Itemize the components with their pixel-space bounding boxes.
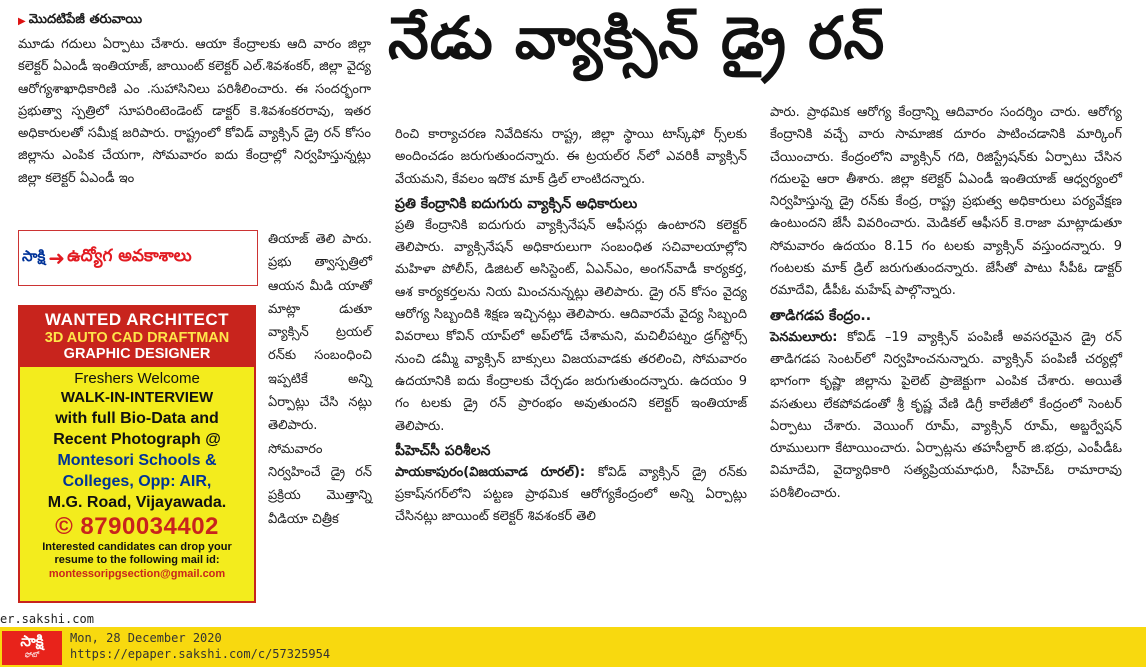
ad-line-photo: Recent Photograph @ bbox=[53, 431, 221, 448]
column2-dateline: పాయకాపురం(విజయవాడ రూరల్‌): bbox=[395, 464, 598, 480]
column1-narrow-text: తియాజ్‌ తెలి పారు. ప్రభు త్వాస్పత్రిలో ఆయన మీడి యాతో మాట్లా డుతూ వ్యాక్సిన్‌ ట్రయల్‌ రన్‌కు సంబంధించి ఇప్పటికే అన్ని ఏర్పాట్లు చేసి నట్లు తెలిపారు. సోమవారం నిర్వహించే డ్రై రన్‌ ప్రక్రియ మొత్తాన్ని వీడియా చిత్రీక bbox=[268, 232, 372, 527]
sakshi-logo[interactable] bbox=[2, 631, 62, 665]
site-url-fragment: er.sakshi.com bbox=[0, 612, 94, 626]
ad-line-architect: WANTED ARCHITECT bbox=[45, 310, 229, 329]
ad-phone-number: © 8790034402 bbox=[55, 513, 219, 540]
job-advertisement bbox=[18, 305, 256, 603]
ad-header bbox=[20, 307, 254, 367]
ad-line-colleges: Colleges, Opp: AIR, bbox=[62, 473, 212, 490]
triangle-icon: ▶ bbox=[18, 15, 26, 27]
ad-email[interactable]: montessoripgsection@gmail.com bbox=[48, 568, 226, 580]
ad-line-draftman: 3D AUTO CAD DRAFTMAN bbox=[44, 330, 230, 346]
column1-top-text: మూడు గదులు ఏర్పాటు చేశారు. ఆయా కేంద్రాలకు ఆది వారం జిల్లా కలెక్టర్‌ ఏఎండీ ఇంతియాజ్‌, జాయింట్‌ కలెక్టర్‌ ఎల్‌.శివశంకర్‌, జిల్లా వైద్య ఆరోగ్యశాఖాధికారిణి ఎం .సుహాసినిలు పరిశీలించారు. ఈ సందర్భంగా ప్రభుత్వా స్పత్రిలో సూపరింటెండెంట్‌ డాక్టర్‌ కె.శివశంకరరావు, ఇతర అధికారులతో సమీక్ష జరిపారు. రాష్ట్రంలో కోవిడ్‌ వ్యాక్సిన్‌ డ్రై రన్‌ కోసం జిల్లాను ఎంపిక చేయగా, సోమవారం ఐదు కేంద్రాల్లో నిర్వహిస్తున్నట్లు జిల్లా కలెక్టర్‌ ఏఎండీ ఇం bbox=[18, 37, 371, 186]
column2-paragraph3-body: కోవిడ్‌ వ్యాక్సిన్‌ డ్రై రన్‌కు ప్రకాష్‌నగర్‌లోని పట్టణ ప్రాథమిక ఆరోగ్యకేంద్రంలో అన్ని ఏర్పాట్లు చేసినట్లు జాయింట్‌ కలెక్టర్‌ శివశంకర్‌ తెలి bbox=[395, 464, 747, 525]
ad-line-school: Montesori Schools & bbox=[57, 452, 217, 469]
ad-body bbox=[20, 367, 254, 581]
column3-subheading-tadigadapa: తాడిగడప కేంద్రం.. bbox=[770, 307, 872, 324]
column3 bbox=[770, 102, 1122, 607]
jump-label-text: మొదటిపేజీ తరువాయి bbox=[28, 12, 143, 27]
column2-paragraph3 bbox=[395, 462, 747, 529]
sakshi-logo-text: సాక్షి bbox=[20, 632, 44, 650]
ad-line-interested: Interested candidates can drop your bbox=[42, 541, 232, 553]
footer-date: Mon, 28 December 2020 bbox=[70, 631, 222, 645]
column2 bbox=[395, 124, 747, 604]
continued-from-front-page-label bbox=[18, 12, 238, 30]
jobs-banner-title: ఉద్యోగ అవకాశాలు bbox=[67, 246, 192, 266]
ad-line-designer: GRAPHIC DESIGNER bbox=[63, 346, 211, 362]
ad-line-biodata: with full Bio-Data and bbox=[55, 410, 219, 427]
column2-paragraph2: ప్రతి కేంద్రానికి ఐదుగురు వ్యాక్సినేషన్‌ ఆఫీసర్లు ఉంటారని కలెక్టర్‌ తెలిపారు. వ్యాక్సినేషన్‌ అధికారులుగా సంబంధిత సచివాలయాల్లోని మహిళా పోలీస్‌, డిజిటల్‌ అసిస్టెంట్‌, ఏఎన్‌ఎం, అంగన్‌వాడీ కార్యకర్త, ఆశ కార్యకర్తలను నియ మించనున్నట్లు తెలిపారు. డ్రై రన్‌ కోసం వైద్య ఆరోగ్య సిబ్బందికి శిక్షణ ఇచ్చినట్లు తెలిపారు. ఆదివారమే వైద్య సిబ్బంది వివరాలు కోవిన్‌ యాప్‌లో అప్‌లోడ్‌ చేశామని, మచిలీపట్నం డ్రగ్‌స్టోర్స్‌ నుంచి డమ్మీ వ్యాక్సిన్‌ బాక్సులు విజయవాడకు తరలించి, సోమవారం ఉదయానికి ఐదు కేంద్రాలకు చేర్చడం జరుగుతుందన్నారు. ఉదయం 9 గం టలకు డ్రై రన్‌ ప్రారంభం అవుతుందని కలెక్టర్‌ ఇంతియాజ్‌ తెలిపారు. bbox=[395, 217, 747, 434]
footer-link[interactable]: https://epaper.sakshi.com/c/57325954 bbox=[70, 647, 331, 661]
column2-subheading-officers: ప్రతి కేంద్రానికి ఐదుగురు వ్యాక్సిన్‌ అధికారులు bbox=[395, 195, 638, 212]
sakshi-brand-label: సాక్షి bbox=[19, 247, 48, 269]
ad-line-walkin: WALK-IN-INTERVIEW bbox=[60, 389, 214, 406]
column2-paragraph1: రించి కార్యాచరణ నివేదికను రాష్ట్ర, జిల్లా స్థాయి టాస్క్‌ఫో ర్స్‌లకు అందించడం జరుగుతుందన్నారు. ఈ ట్రయల్‌ర న్‌లో ఎవరికీ వ్యాక్సిన్‌ వేయమని, కేవలం ఇదొక మాక్‌ డ్రిల్‌ లాంటిదన్నారు. bbox=[395, 127, 747, 187]
ad-line-address: M.G. Road, Vijayawada. bbox=[47, 494, 227, 511]
ad-line-resume: resume to the following mail id: bbox=[54, 554, 220, 566]
column3-paragraph2-body: కోవిడ్‌ –19 వ్యాక్సిన్‌ పంపిణీ అవసరమైన డ్రై రన్‌ తాడిగడప సెంటర్‌లో నిర్వహించనున్నారు. వ్యాక్సిన్‌ పంపిణీ చర్యల్లో భాగంగా కృష్ణా జిల్లాను పైలెట్‌ ప్రాజెక్టుగా ఎంపిక చేశారు. అయితే వసతులు లేకపోవడంతో శ్రీ కృష్ణ వేణి డిగ్రీ కాలేజీలో కేంద్రంలో సెంటర్‌ ఏర్పాటు చేశారు. వెయింగ్‌ రూమ్‌, వ్యాక్సిన్‌ రూమ్‌, అబ్జర్వేషన్‌ రూములుగా కేటాయించారు. ఏర్పాట్లను తహసీల్దార్‌ జి.భద్రు, ఎంపీడీఓ విమాదేవి, వైద్యాధికారి సత్యప్రియమాధురి, సీహెచ్‌ఓ రామారావు పరిశీలించారు. bbox=[770, 329, 1122, 501]
column3-paragraph2 bbox=[770, 327, 1122, 505]
jobs-banner[interactable] bbox=[18, 230, 258, 286]
headline: నేడు వ్యాక్సిన్‌ డ్రై రన్‌ bbox=[388, 4, 886, 72]
column3-dateline: పెనమలూరు: bbox=[770, 329, 848, 345]
ad-line-freshers: Freshers Welcome bbox=[74, 370, 200, 387]
column2-subheading-phc: పీహెచ్‌సీ పరిశీలన bbox=[395, 442, 491, 459]
column3-paragraph1: పారు. ప్రాథమిక ఆరోగ్య కేంద్రాన్ని ఆదివారం సందర్శిం చారు. ఆరోగ్య కేంద్రానికి వచ్చే వారు సామాజిక దూరం పాటించడానికి మార్కింగ్‌ చేయించారు. కేంద్రంలోని వ్యాక్సిన్‌ గది, రిజిస్ట్రేషన్‌కు ఏర్పాటు చేసిన గదులపై ఆరా తీశారు. జిల్లా కలెక్టర్‌ ఏఎండీ ఇంతియాజ్‌ ఆధ్వర్యంలో నిర్వహిస్తున్న డ్రై రన్‌కు కేంద్ర, రాష్ట్ర ప్రభుత్వ అధికారులు పర్యవేక్షణ ఉంటుందని జేసీ వివరించారు. మెడికల్‌ ఆఫీసర్‌ కె.రాజా మాట్లాడుతూ సోమవారం ఉదయం 8.15 గం టలకు వ్యాక్సిన్‌ వస్తుందన్నారు. 9 గంటలకు మాక్‌ డ్రిల్‌ జరుగుతుందన్నారు. జేసీతో పాటు సీపీఓ డాక్టర్‌ రమాదేవి, డీపీఓ మహేష్‌ పాల్గొన్నారు. bbox=[770, 105, 1122, 299]
sakshi-logo-tag: ఫోటో bbox=[24, 651, 40, 659]
arrow-right-icon: ➜ bbox=[48, 246, 66, 270]
